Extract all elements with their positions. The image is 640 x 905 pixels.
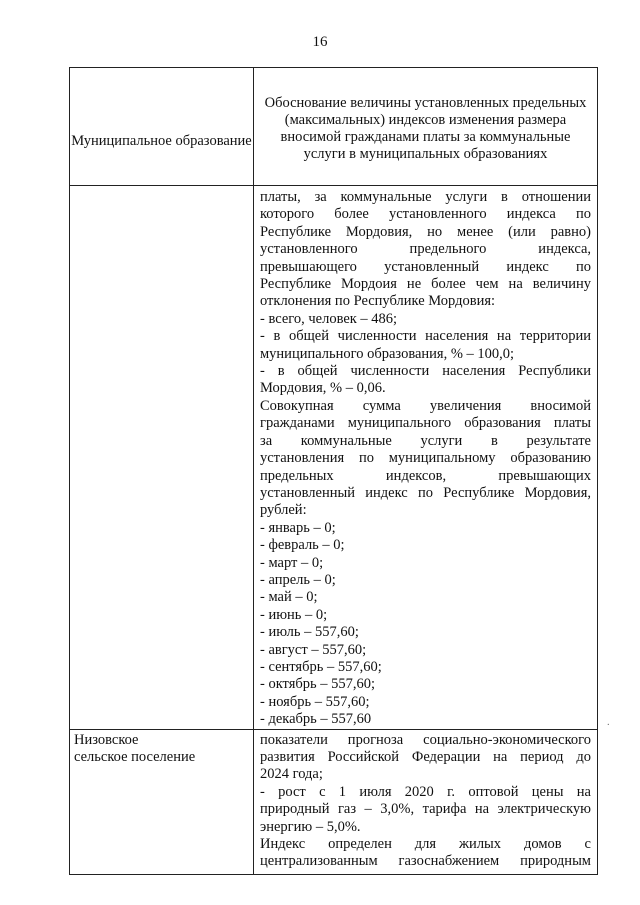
text-line: развития Российской Федерации на период до [260, 749, 591, 765]
text-line: за коммунальные услуги в результате [260, 432, 591, 449]
text-line: энергию – 5,0%. [260, 818, 361, 835]
text-line: - март – 0; [260, 554, 324, 571]
text-line: которого более установленного индекса по [260, 206, 591, 223]
text-line: Индекс определен для жилых домов с [260, 836, 591, 853]
justification-cell [254, 186, 598, 730]
text-line: - май – 0; [260, 589, 318, 606]
text-line: - всего, человек – 486; [260, 310, 398, 327]
municipality-cell-empty [70, 186, 254, 730]
justification-text [260, 189, 591, 729]
header-justification: Обоснование величины установленных предельных (максимальных) индексов изменения размера вносимой гражданами платы за коммунальные услуги в муниципальных образованиях [254, 68, 598, 186]
text-line: - сентябрь – 557,60; [260, 658, 382, 675]
text-line: Республике Мордовия, но менее (или равно) [260, 223, 591, 240]
text-line: Республике Мордоия не более чем на величину [260, 276, 591, 293]
municipality-name: Низовское [74, 731, 139, 748]
text-line: - апрель – 0; [260, 571, 336, 588]
text-line: рублей: [260, 502, 307, 519]
text-line: природный газ – 3,0%, тарифа на электрическую [260, 801, 591, 818]
text-line: муниципального образования, % – 100,0; [260, 345, 515, 362]
header-municipality: Муниципальное образование [70, 68, 254, 186]
justification-text [260, 732, 591, 871]
text-line: предельных индексов, превышающих [260, 467, 591, 484]
text-line: Мордовия, % – 0,06. [260, 380, 386, 397]
text-line: отклонения по Республике Мордовия: [260, 293, 496, 310]
scan-mark: · [606, 720, 610, 731]
text-line: - август – 557,60; [260, 641, 367, 658]
text-line: платы, за коммунальные услуги в отношении [260, 189, 591, 205]
text-line: - октябрь – 557,60; [260, 676, 376, 693]
text-line: установления по муниципальному образованию [260, 450, 591, 467]
page-number: 16 [312, 34, 328, 50]
table-header-row [70, 68, 598, 186]
text-line: - декабрь – 557,60 [260, 711, 372, 728]
municipality-cell [70, 729, 254, 874]
text-line: превышающего установленный индекс по [260, 258, 591, 275]
text-line: 2024 года; [260, 766, 323, 783]
municipality-type: сельское поселение [74, 749, 196, 765]
text-line: Совокупная сумма увеличения вносимой [260, 397, 591, 414]
text-line: - в общей численности населения на территории [260, 328, 591, 345]
text-line: - ноябрь – 557,60; [260, 693, 370, 710]
text-line: - рост с 1 июля 2020 г. оптовой цены на [260, 783, 591, 800]
text-line: гражданами муниципального образования платы [260, 415, 591, 432]
text-line: - январь – 0; [260, 519, 336, 536]
text-line: - июнь – 0; [260, 606, 328, 623]
table-row [70, 729, 598, 874]
index-justification-table [69, 67, 598, 875]
table-row [70, 186, 598, 730]
text-line: - июль – 557,60; [260, 624, 359, 641]
text-line: установленного предельного индекса, [260, 241, 591, 258]
text-line: установленный индекс по Республике Мордовия, [260, 484, 591, 501]
text-line: - в общей численности населения Республики [260, 363, 591, 380]
text-line: централизованным газоснабжением природным [260, 853, 591, 870]
text-line: показатели прогноза социально-экономического [260, 731, 591, 748]
justification-cell [254, 729, 598, 874]
text-line: - февраль – 0; [260, 537, 345, 554]
